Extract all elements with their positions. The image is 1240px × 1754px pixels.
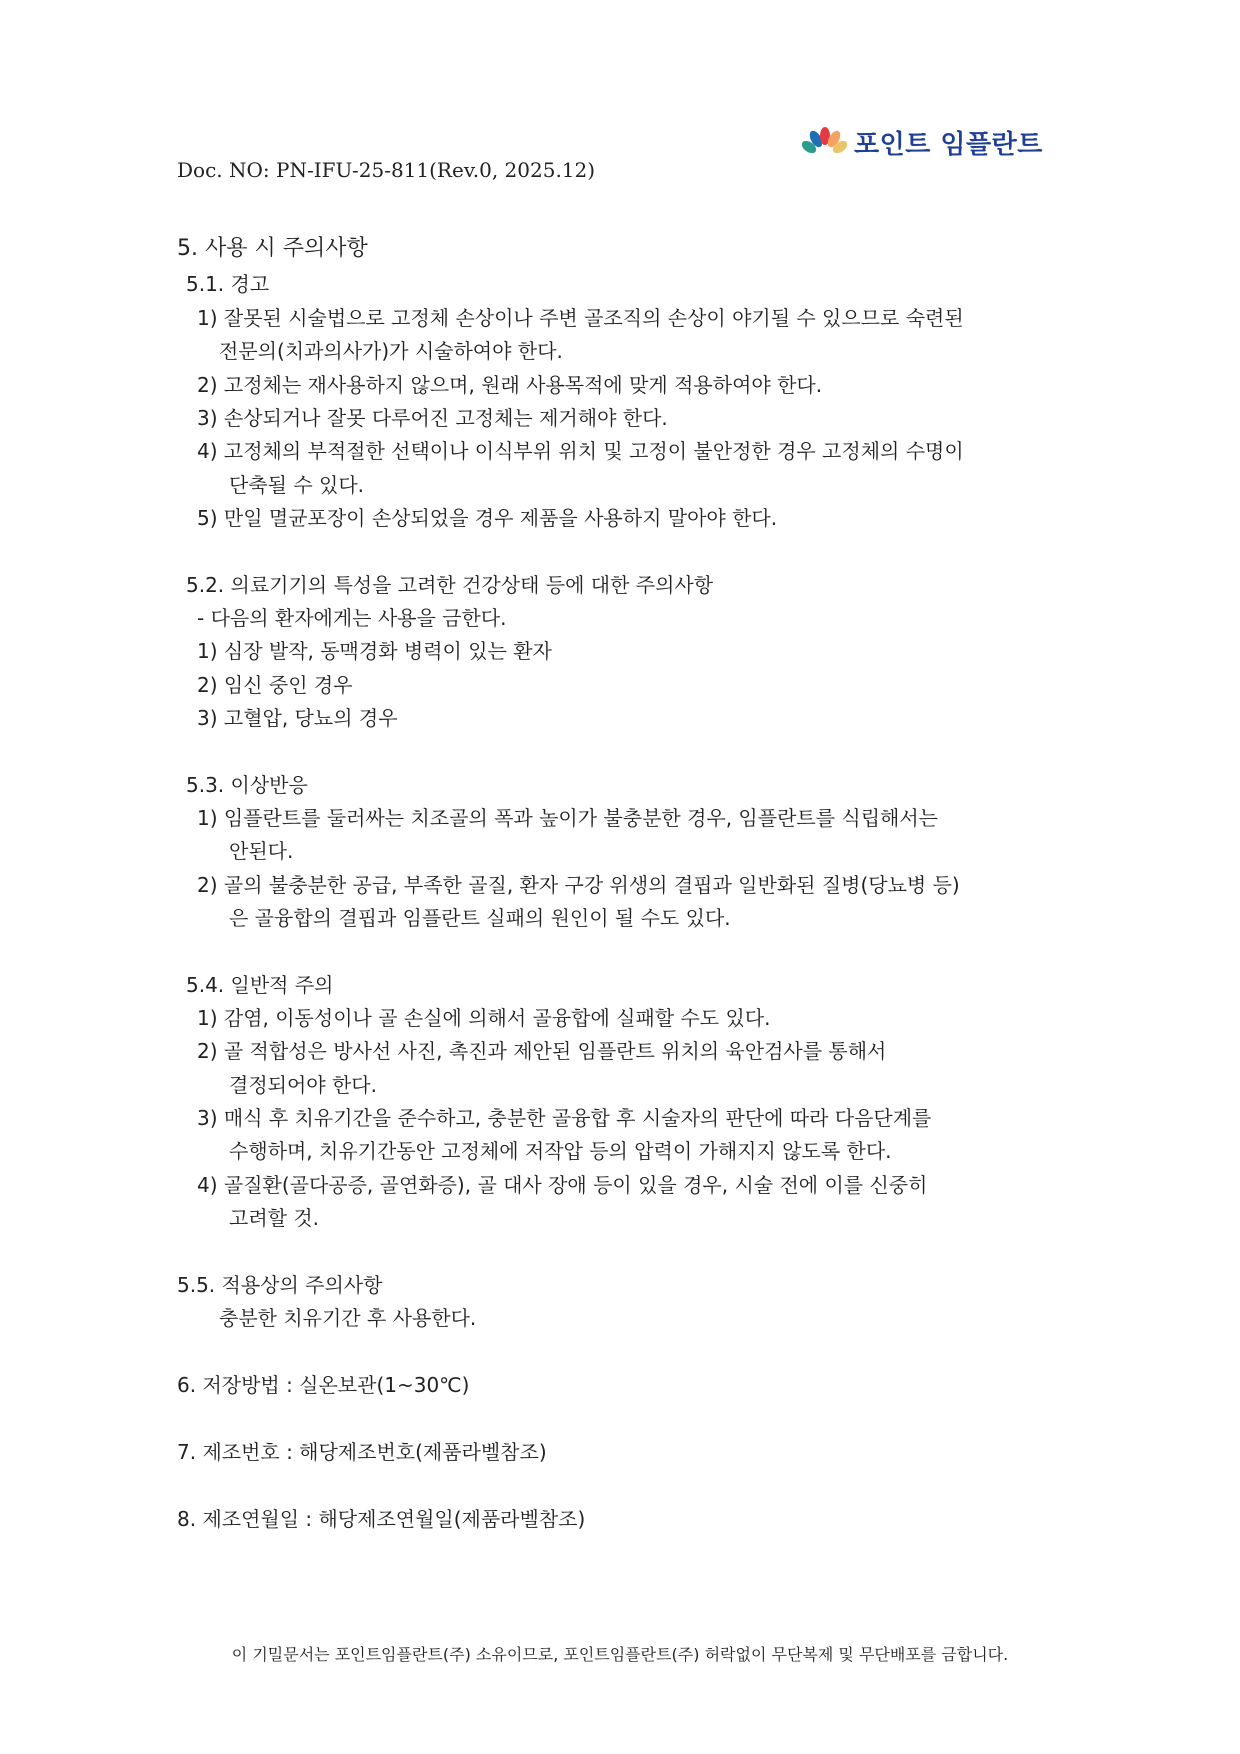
- general-item-2-line-2: 결정되어야 한다.: [229, 1073, 377, 1097]
- section-8-manufacture-date: 8. 제조연월일 : 해당제조연월일(제품라벨참조): [177, 1507, 586, 1531]
- section-5-4-heading: 5.4. 일반적 주의: [186, 973, 334, 997]
- warning-item-1-line-1: 1) 잘못된 시술법으로 고정체 손상이나 주변 골조직의 손상이 야기될 수 있으므로 숙련된: [197, 306, 964, 330]
- adverse-item-1-line-1: 1) 임플란트를 둘러싸는 치조골의 폭과 높이가 불충분한 경우, 임플란트를 식립해서는: [197, 806, 938, 830]
- warning-item-5: 5) 만일 멸균포장이 손상되었을 경우 제품을 사용하지 말아야 한다.: [197, 506, 778, 530]
- warning-item-1-line-2: 전문의(치과의사가)가 시술하여야 한다.: [219, 339, 563, 363]
- section-7-lot-number: 7. 제조번호 : 해당제조번호(제품라벨참조): [177, 1440, 547, 1464]
- warning-item-4-line-2: 단축될 수 있다.: [229, 473, 364, 497]
- document-number: Doc. NO: PN-IFU-25-811(Rev.0, 2025.12): [177, 158, 596, 182]
- contraindication-item-3: 3) 고혈압, 당뇨의 경우: [197, 706, 398, 730]
- section-5-2-heading: 5.2. 의료기기의 특성을 고려한 건강상태 등에 대한 주의사항: [186, 573, 714, 597]
- petal-logo-icon: [800, 125, 848, 159]
- adverse-item-2-line-1: 2) 골의 불충분한 공급, 부족한 골질, 환자 구강 위생의 결핍과 일반화된 질병(당뇨병 등): [197, 873, 960, 897]
- warning-item-4-line-1: 4) 고정체의 부적절한 선택이나 이식부위 위치 및 고정이 불안정한 경우 고정체의 수명이: [197, 439, 964, 463]
- section-5-title: 5. 사용 시 주의사항: [177, 236, 368, 261]
- section-5-5-heading: 5.5. 적용상의 주의사항: [177, 1273, 383, 1297]
- adverse-item-1-line-2: 안된다.: [229, 839, 294, 863]
- section-5-3-heading: 5.3. 이상반응: [186, 773, 308, 797]
- contraindication-item-1: 1) 심장 발작, 동맥경화 병력이 있는 환자: [197, 639, 552, 663]
- contraindication-item-2: 2) 임신 중인 경우: [197, 673, 353, 697]
- section-5-1-heading: 5.1. 경고: [186, 272, 270, 296]
- general-item-3-line-2: 수행하며, 치유기간동안 고정체에 저작압 등의 압력이 가해지지 않도록 한다.: [229, 1139, 892, 1163]
- general-item-4-line-1: 4) 골질환(골다공증, 골연화증), 골 대사 장애 등이 있을 경우, 시술 전에 이를 신중히: [197, 1173, 928, 1197]
- general-item-2-line-1: 2) 골 적합성은 방사선 사진, 촉진과 제안된 임플란트 위치의 육안검사를 통해서: [197, 1039, 887, 1063]
- section-6-storage: 6. 저장방법 : 실온보관(1~30℃): [177, 1373, 470, 1397]
- general-item-4-line-2: 고려할 것.: [229, 1206, 319, 1230]
- company-logo: [800, 122, 1043, 162]
- general-item-1: 1) 감염, 이동성이나 골 손실에 의해서 골융합에 실패할 수도 있다.: [197, 1006, 771, 1030]
- general-item-3-line-1: 3) 매식 후 치유기간을 준수하고, 충분한 골융합 후 시술자의 판단에 따라 다음단계를: [197, 1106, 932, 1130]
- warning-item-3: 3) 손상되거나 잘못 다루어진 고정체는 제거해야 한다.: [197, 406, 668, 430]
- warning-item-2: 2) 고정체는 재사용하지 않으며, 원래 사용목적에 맞게 적용하여야 한다.: [197, 373, 823, 397]
- adverse-item-2-line-2: 은 골융합의 결핍과 임플란트 실패의 원인이 될 수도 있다.: [229, 906, 731, 930]
- application-note: 충분한 치유기간 후 사용한다.: [219, 1306, 477, 1330]
- confidentiality-footer: 이 기밀문서는 포인트임플란트(주) 소유이므로, 포인트임플란트(주) 허락없이 무단복제 및 무단배포를 금합니다.: [231, 1645, 1009, 1664]
- logo-text: 포인트 임플란트: [854, 129, 1043, 160]
- contraindication-intro: - 다음의 환자에게는 사용을 금한다.: [197, 606, 507, 630]
